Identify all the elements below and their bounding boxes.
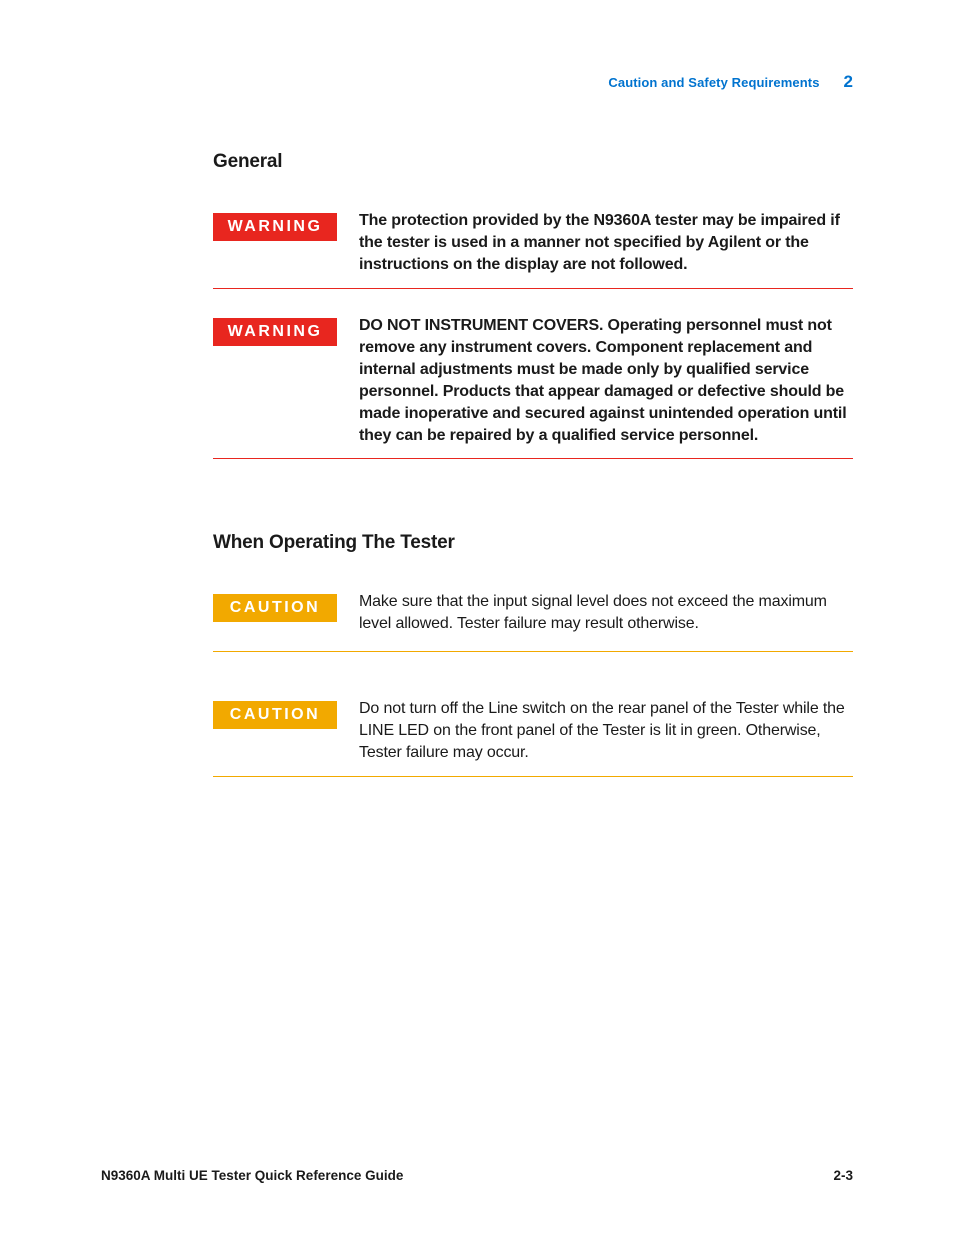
footer-page-number: 2-3: [833, 1168, 853, 1183]
section-heading-general: General: [213, 151, 283, 172]
notice-text: DO NOT INSTRUMENT COVERS. Operating personnel must not remove any instrument covers. Component replacement and internal adjustments must be made only by qualified service personnel. Products that appear damaged or defective should be made inoperative and secured against unintended operation until they can be repaired by a qualified service personnel.: [359, 317, 847, 444]
running-title: Caution and Safety Requirements: [608, 75, 820, 90]
chapter-number: 2: [843, 72, 853, 91]
warning-notice: [213, 210, 853, 289]
notice-text: Make sure that the input signal level does not exceed the maximum level allowed. Tester failure may result otherwise.: [359, 593, 827, 632]
caution-badge: CAUTION: [213, 594, 337, 622]
caution-badge: CAUTION: [213, 701, 337, 729]
warning-badge: WARNING: [213, 318, 337, 346]
notice-text: Do not turn off the Line switch on the rear panel of the Tester while the LINE LED on the front panel of the Tester is lit in green. Otherwise, Tester failure may occur.: [359, 700, 845, 761]
warning-notice: [213, 315, 853, 459]
caution-notice: [213, 591, 853, 652]
section-heading-when-operating: When Operating The Tester: [213, 532, 455, 553]
warning-badge: WARNING: [213, 213, 337, 241]
notice-divider: [213, 288, 853, 289]
notice-divider: [213, 651, 853, 652]
running-header: [608, 72, 853, 92]
notice-text: The protection provided by the N9360A tester may be impaired if the tester is used in a manner not specified by Agilent or the instructions on the display are not followed.: [359, 212, 840, 273]
notice-divider: [213, 776, 853, 777]
caution-notice: [213, 698, 853, 777]
notice-divider: [213, 458, 853, 459]
footer-guide-title: N9360A Multi UE Tester Quick Reference Guide: [101, 1168, 404, 1183]
